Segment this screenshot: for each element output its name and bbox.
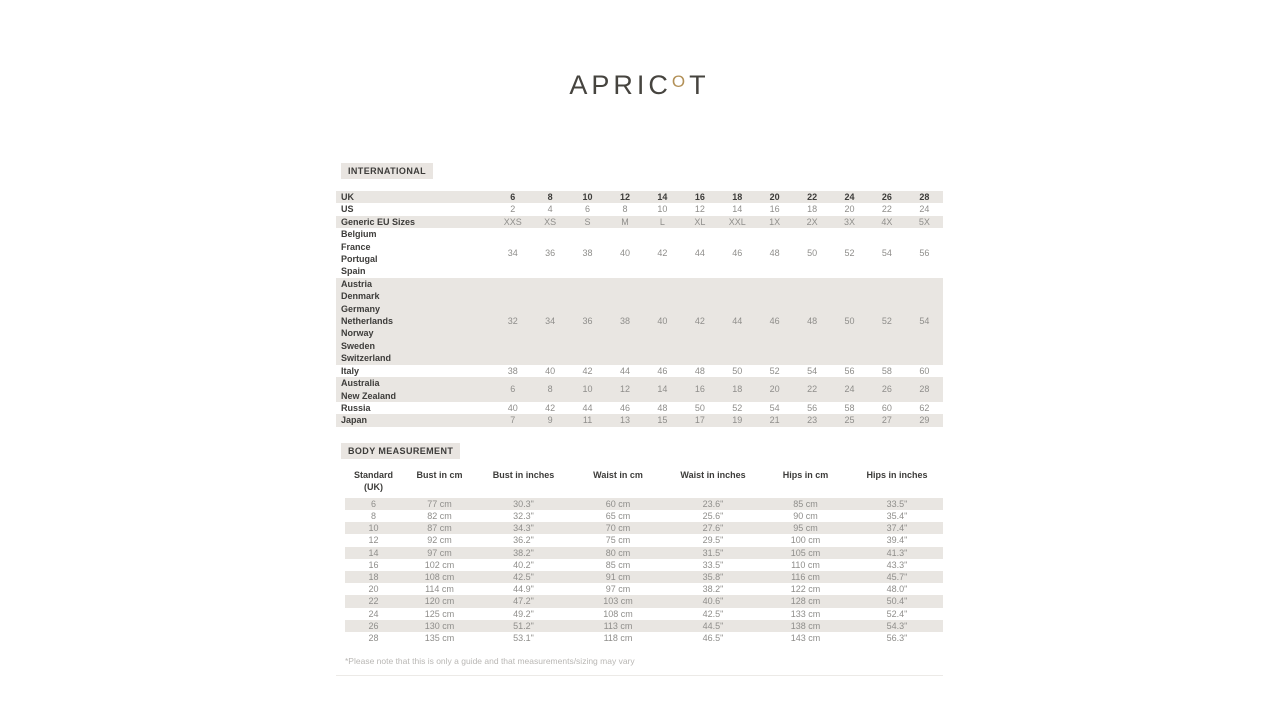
body-measurement-row [345,571,943,583]
body-measurement-row [345,510,943,522]
size-values [494,191,943,203]
measurement-cell: 6 [370,498,376,509]
size-cell: 10 [582,192,593,202]
size-cell: 2X [806,216,818,227]
column-header-line: Waist in cm [593,469,643,480]
column-header-line: Hips in inches [866,469,928,480]
size-cell: 9 [547,415,553,426]
size-cell: 8 [547,192,553,202]
measurement-cell: 38.2" [513,547,534,558]
country-label [336,414,494,426]
measurement-cell: 27.6" [702,523,724,534]
measurement-cell: 33.5" [702,559,724,570]
size-cell: 6 [585,204,591,215]
size-cell: 58 [881,365,892,376]
measurement-cell: 103 cm [603,596,633,607]
measurement-cell: 54.3" [886,620,908,631]
measurement-cell: 118 cm [603,632,633,643]
measurement-cell: 43.3" [886,559,908,570]
body-measurement-row [345,559,943,571]
disclaimer-note: *Please note that this is only a guide and that measurements/sizing may vary [345,656,635,667]
measurement-cell: 97 cm [427,547,452,558]
size-cell: 10 [582,384,593,395]
measurement-cell: 16 [368,559,379,570]
measurement-cell: 41.3" [886,547,908,558]
column-header-line: Hips in cm [782,469,829,480]
measurement-cell: 35.4" [886,510,908,521]
measurement-cell: 26 [368,620,379,631]
intl-size-row [336,414,943,426]
size-cell: 15 [657,415,668,426]
country-label-line: Denmark [341,291,380,302]
size-cell: 18 [732,384,743,395]
measurement-cell: 34.3" [513,523,534,534]
size-cell: 36 [545,247,556,258]
measurement-cell: 60 cm [605,498,631,509]
size-cell: 24 [844,384,855,395]
size-cell: M [621,216,629,227]
size-cell: 20 [844,204,855,215]
size-cell: XXS [503,216,522,227]
country-label-line: US [341,204,354,215]
measurement-cell: 53.1" [513,632,534,643]
intl-size-row [336,402,943,414]
country-label-line: Generic EU Sizes [341,216,416,227]
country-label-line: France [341,241,371,252]
size-cell: 20 [769,192,780,202]
size-cell: 16 [769,204,780,215]
measurement-cell: 50.4" [886,596,908,607]
size-cell: 48 [694,365,705,376]
measurement-cell: 85 cm [793,498,818,509]
size-cell: 11 [582,415,593,426]
column-header-line: (UK) [364,481,383,492]
size-cell: 22 [881,204,892,215]
measurement-cell: 46.5" [702,632,724,643]
size-cell: 6 [510,192,516,202]
measurement-cell: 14 [368,547,379,558]
column-header [666,469,760,481]
size-cell: 42 [545,402,556,413]
country-label-line: Austria [341,278,373,289]
intl-size-row [336,278,943,365]
measurement-cell: 23.6" [702,498,724,509]
measurement-cell: 102 cm [424,559,455,570]
column-header-line: Bust in inches [492,469,555,480]
body-measurement-table [345,467,943,644]
column-header [477,469,570,481]
size-cell: 21 [769,415,780,426]
size-cell: 52 [732,402,743,413]
measurement-cell: 29.5" [702,535,724,546]
size-cell: XXL [728,216,746,227]
size-cell: 26 [881,192,892,202]
country-label-line: Belgium [341,229,377,240]
size-cell: 23 [807,415,818,426]
measurement-cell: 87 cm [427,523,452,534]
size-cell: 1X [769,216,781,227]
size-cell: 54 [919,316,930,327]
size-cell: 52 [844,247,855,258]
measurement-cell: 135 cm [424,632,455,643]
measurement-cell: 80 cm [605,547,631,558]
column-header-line: Standard [353,469,393,480]
size-cell: 56 [844,365,855,376]
size-cell: 12 [694,204,705,215]
size-cell: 3X [844,216,856,227]
size-cell: 50 [694,402,705,413]
size-cell: 24 [844,192,855,202]
measurement-cell: 122 cm [790,584,821,595]
measurement-cell: 10 [368,523,379,534]
size-values [494,414,943,426]
measurement-cell: 85 cm [605,559,631,570]
size-cell: 48 [657,402,668,413]
measurement-cell: 44.9" [513,584,534,595]
logo-text-before: APRIC [569,70,672,100]
size-cell: 12 [619,384,630,395]
body-measurement-row [345,620,943,632]
measurement-cell: 90 cm [793,510,818,521]
column-header-line: Bust in cm [416,469,463,480]
size-cell: 50 [844,316,855,327]
size-cell: 20 [769,384,780,395]
measurement-cell: 35.8" [702,571,724,582]
size-cell: 36 [582,316,593,327]
logo-text-after: T [689,70,710,100]
intl-size-row [336,228,943,278]
measurement-cell: 37.4" [886,523,908,534]
country-label-line: Switzerland [341,353,392,364]
measurement-cell: 91 cm [605,571,631,582]
size-guide-page [336,0,943,676]
country-label [336,365,494,377]
measurement-cell: 108 cm [424,571,455,582]
measurement-cell: 48.0" [886,584,908,595]
size-values [494,377,943,402]
measurement-cell: 31.5" [702,547,724,558]
measurement-cell: 116 cm [791,571,820,582]
measurement-cell: 113 cm [603,620,633,631]
size-values [494,216,943,228]
size-cell: 18 [732,192,743,202]
size-values [494,402,943,414]
size-cell: 4 [547,204,553,215]
country-label [336,377,494,402]
size-cell: 2 [510,204,516,215]
size-cell: 16 [694,192,705,202]
size-cell: 46 [732,247,743,258]
measurement-cell: 40.6" [702,596,724,607]
country-label-line: Australia [341,378,380,389]
size-cell: 38 [582,247,593,258]
intl-size-row [336,216,943,228]
size-cell: 16 [694,384,705,395]
body-measurement-row [345,498,943,510]
measurement-cell: 97 cm [605,584,631,595]
measurement-cell: 130 cm [424,620,455,631]
measurement-cell: 28 [368,632,379,643]
size-cell: XS [544,216,557,227]
measurement-cell: 128 cm [790,596,821,607]
country-label [336,402,494,414]
column-header [851,469,943,481]
measurement-cell: 100 cm [790,535,821,546]
size-cell: 48 [769,247,780,258]
body-measurement-row [345,534,943,546]
measurement-cell: 114 cm [425,584,454,595]
column-header-line: Waist in inches [680,469,746,480]
body-measurement-row [345,632,943,644]
column-header [570,469,666,481]
size-cell: 46 [619,402,630,413]
size-cell: 44 [694,247,705,258]
measurement-cell: 51.2" [513,620,534,631]
size-cell: 13 [619,415,630,426]
size-cell: 60 [881,402,892,413]
size-cell: 40 [619,247,630,258]
size-cell: 27 [881,415,892,426]
size-cell: 4X [881,216,893,227]
size-cell: 52 [881,316,892,327]
country-label-line: Norway [341,328,374,339]
intl-size-row [336,365,943,377]
size-cell: 14 [657,192,668,202]
measurement-cell: 133 cm [790,608,821,619]
size-cell: L [659,216,665,227]
measurement-cell: 120 cm [424,596,455,607]
size-cell: 26 [881,384,892,395]
size-cell: 24 [919,204,930,215]
country-label [336,203,494,215]
size-cell: 25 [844,415,855,426]
size-cell: 32 [507,316,518,327]
measurement-cell: 56.3" [886,632,908,643]
size-cell: 44 [582,402,593,413]
measurement-cell: 92 cm [427,535,452,546]
size-values [494,203,943,215]
country-label-line: Sweden [341,340,376,351]
size-cell: 40 [545,365,556,376]
measurement-cell: 36.2" [513,535,534,546]
measurement-cell: 42.5" [513,571,534,582]
country-label-line: New Zealand [341,390,397,401]
size-cell: 38 [507,365,518,376]
intl-size-row [336,377,943,402]
country-label-line: Netherlands [341,316,394,327]
size-cell: 28 [919,192,930,202]
size-cell: 56 [807,402,818,413]
measurement-cell: 44.5" [702,620,724,631]
country-label [336,191,494,203]
size-cell: 8 [547,384,553,395]
size-cell: 34 [507,247,518,258]
size-cell: 10 [657,204,668,215]
measurement-cell: 45.7" [886,571,908,582]
measurement-cell: 105 cm [790,547,821,558]
size-cell: 40 [507,402,518,413]
size-cell: 50 [807,247,818,258]
measurement-cell: 47.2" [513,596,534,607]
size-cell: 48 [807,316,818,327]
measurement-cell: 18 [368,571,379,582]
measurement-cell: 25.6" [702,510,724,521]
international-size-table [336,191,943,427]
size-cell: 62 [919,402,930,413]
international-section-label: INTERNATIONAL [341,163,433,179]
column-header [402,469,477,481]
measurement-cell: 49.2" [513,608,534,619]
measurement-cell: 33.5" [886,498,908,509]
size-values [494,365,943,377]
size-cell: XL [694,216,706,227]
size-cell: 7 [510,415,516,426]
size-cell: 42 [657,247,668,258]
measurement-cell: 95 cm [793,523,818,534]
size-cell: 14 [657,384,668,395]
measurement-cell: 110 cm [791,559,820,570]
size-cell: 22 [807,192,818,202]
measurement-cell: 125 cm [424,608,455,619]
country-label [336,278,494,365]
size-cell: 6 [510,384,516,395]
size-cell: S [584,216,591,227]
measurement-cell: 30.3" [513,498,534,509]
country-label-line: Russia [341,402,371,413]
measurement-cell: 24 [368,608,379,619]
country-label-line: Japan [341,415,368,426]
brand-logo [336,70,943,101]
country-label-line: Spain [341,266,366,277]
size-cell: 8 [622,204,628,215]
size-cell: 54 [769,402,780,413]
size-cell: 22 [807,384,818,395]
size-cell: 18 [807,204,818,215]
body-measurement-header-row [345,467,943,498]
country-label-line: Germany [341,303,381,314]
measurement-cell: 38.2" [702,584,724,595]
measurement-cell: 70 cm [605,523,631,534]
measurement-cell: 75 cm [605,535,631,546]
bottom-divider [336,675,943,676]
size-cell: 58 [844,402,855,413]
size-values [494,228,943,278]
size-cell: 14 [732,204,743,215]
measurement-cell: 20 [368,584,379,595]
measurement-cell: 39.4" [886,535,908,546]
size-cell: 50 [732,365,743,376]
body-measurement-section-label: BODY MEASUREMENT [341,443,460,459]
country-label [336,228,494,278]
size-cell: 38 [619,316,630,327]
size-cell: 46 [769,316,780,327]
size-cell: 5X [918,216,930,227]
country-label-line: Portugal [341,254,378,265]
intl-size-row [336,203,943,215]
country-label [336,216,494,228]
measurement-cell: 138 cm [790,620,821,631]
body-measurement-row [345,583,943,595]
measurement-cell: 40.2" [513,559,534,570]
measurement-cell: 143 cm [790,632,821,643]
size-cell: 42 [694,316,705,327]
size-cell: 29 [919,415,930,426]
measurement-cell: 77 cm [427,498,452,509]
size-cell: 17 [694,415,705,426]
body-measurement-row [345,547,943,559]
intl-size-row [336,191,943,203]
measurement-cell: 108 cm [603,608,633,619]
size-cell: 44 [732,316,743,327]
size-cell: 42 [582,365,593,376]
measurement-cell: 12 [368,535,379,546]
column-header [345,469,402,493]
size-cell: 60 [919,365,930,376]
body-measurement-row [345,522,943,534]
measurement-cell: 65 cm [605,510,631,521]
size-cell: 19 [732,415,743,426]
size-cell: 52 [769,365,780,376]
country-label-line: UK [341,192,354,202]
measurement-cell: 22 [368,596,379,607]
logo-accent-letter: O [671,72,690,91]
size-cell: 46 [657,365,668,376]
body-measurement-row [345,595,943,607]
size-cell: 34 [545,316,556,327]
size-cell: 28 [919,384,930,395]
size-cell: 40 [657,316,668,327]
size-cell: 12 [619,192,630,202]
measurement-cell: 8 [370,510,376,521]
body-measurement-row [345,608,943,620]
size-cell: 54 [807,365,818,376]
measurement-cell: 52.4" [886,608,908,619]
size-values [494,278,943,365]
country-label-line: Italy [341,365,360,376]
size-cell: 54 [881,247,892,258]
size-cell: 56 [919,247,930,258]
measurement-cell: 32.3" [513,510,534,521]
size-cell: 44 [619,365,630,376]
measurement-cell: 82 cm [427,510,452,521]
measurement-cell: 42.5" [702,608,724,619]
column-header [760,469,851,481]
